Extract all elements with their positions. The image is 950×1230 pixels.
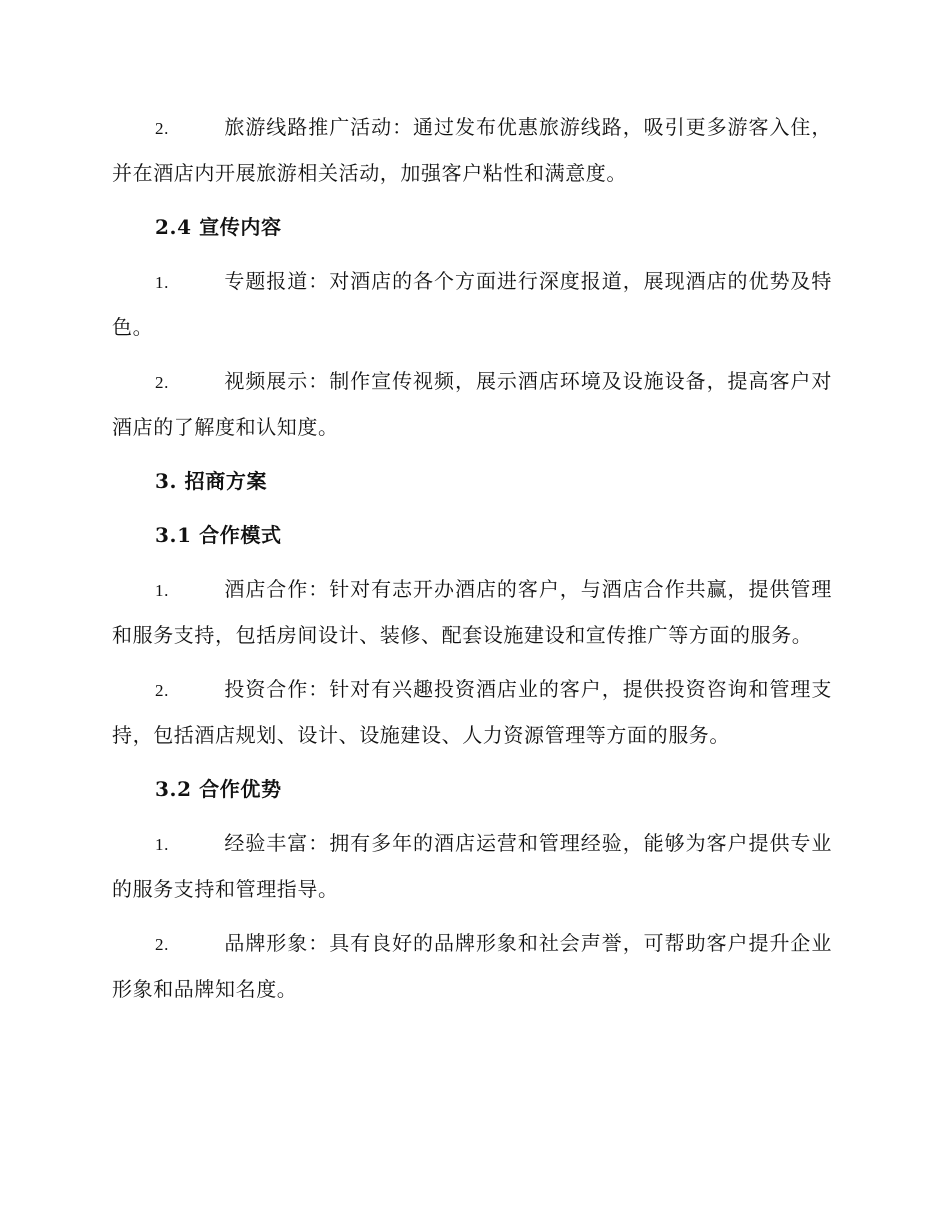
- list-item-feature-report: [112, 259, 832, 349]
- list-item-video-showcase: [112, 359, 832, 449]
- list-item-text: 酒店合作：针对有志开办酒店的客户，与酒店合作共赢，提供管理和服务支持，包括房间设计、装修、配套设施建设和宣传推广等方面的服务。: [112, 577, 832, 647]
- list-item-investment-cooperation: [112, 667, 832, 757]
- list-number: 1.: [155, 581, 169, 600]
- list-number: 1.: [155, 273, 169, 292]
- list-number: 2.: [155, 681, 169, 700]
- list-number: 2.: [155, 119, 169, 138]
- list-item-rich-experience: [112, 821, 832, 911]
- list-number: 2.: [155, 935, 169, 954]
- list-item-text: 旅游线路推广活动：通过发布优惠旅游线路，吸引更多游客入住，并在酒店内开展旅游相关活动，加强客户粘性和满意度。: [112, 115, 832, 185]
- document-body: [112, 105, 832, 1021]
- list-item-text: 视频展示：制作宣传视频，展示酒店环境及设施设备，提高客户对酒店的了解度和认知度。: [112, 369, 832, 439]
- list-item-text: 经验丰富：拥有多年的酒店运营和管理经验，能够为客户提供专业的服务支持和管理指导。: [112, 831, 832, 901]
- section-heading-3-1: 3.1 合作模式: [155, 523, 282, 547]
- section-heading-3-2: 3.2 合作优势: [155, 777, 282, 801]
- list-item-hotel-cooperation: [112, 567, 832, 657]
- list-item-text: 投资合作：针对有兴趣投资酒店业的客户，提供投资咨询和管理支持，包括酒店规划、设计、设施建设、人力资源管理等方面的服务。: [112, 677, 832, 747]
- list-item-tour-route-promotion: [112, 105, 832, 195]
- section-heading-3: 3. 招商方案: [155, 469, 268, 493]
- list-item-text: 品牌形象：具有良好的品牌形象和社会声誉，可帮助客户提升企业形象和品牌知名度。: [112, 931, 832, 1001]
- list-number: 2.: [155, 373, 169, 392]
- list-item-brand-image: [112, 921, 832, 1011]
- list-number: 1.: [155, 835, 169, 854]
- list-item-text: 专题报道：对酒店的各个方面进行深度报道，展现酒店的优势及特色。: [112, 269, 832, 339]
- section-heading-2-4: 2.4 宣传内容: [155, 215, 282, 239]
